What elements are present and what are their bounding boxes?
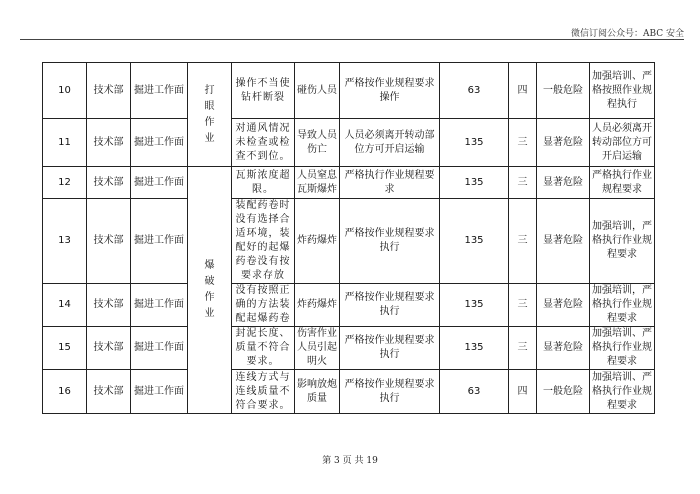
location-cell: 掘进工作面 [131, 167, 188, 199]
department-cell: 技术部 [87, 370, 131, 414]
risk-level-cell: 显著危险 [537, 327, 590, 370]
row-number: 16 [43, 370, 87, 414]
risk-grade-cell: 三 [509, 284, 537, 327]
risk-grade-cell: 三 [509, 327, 537, 370]
risk-score-cell: 63 [440, 370, 509, 414]
department-cell: 技术部 [87, 327, 131, 370]
risk-score-cell: 63 [440, 63, 509, 119]
table-row [43, 284, 655, 327]
control-cell: 加强培训，严格执行作业规程要求 [590, 284, 655, 327]
table-row [43, 327, 655, 370]
table-row [43, 167, 655, 199]
risk-level-cell: 显著危险 [537, 284, 590, 327]
publisher-label: 微信订阅公众号：ABC 安全 [570, 29, 684, 39]
risk-score-cell: 135 [440, 284, 509, 327]
risk-score-cell: 135 [440, 167, 509, 199]
hazard-cell: 瓦斯浓度超限。 [232, 167, 295, 199]
table-row [43, 119, 655, 167]
table-row [43, 63, 655, 119]
consequence-cell: 碰伤人员 [295, 63, 340, 119]
risk-grade-cell: 四 [509, 63, 537, 119]
hazard-cell: 操作不当使钻杆断裂 [232, 63, 295, 119]
location-cell: 掘进工作面 [131, 119, 188, 167]
measure-cell: 严格执行作业规程要求 [340, 167, 440, 199]
hazard-cell: 封泥长度、质量不符合要求。 [232, 327, 295, 370]
row-number: 13 [43, 199, 87, 284]
page-header [0, 0, 700, 40]
risk-score-cell: 135 [440, 327, 509, 370]
measure-cell: 严格按作业规程要求执行 [340, 370, 440, 414]
hazard-cell: 装配药卷时没有选择合适环境，装配好的起爆药卷没有按要求存放 [232, 199, 295, 284]
department-cell: 技术部 [87, 63, 131, 119]
risk-table [42, 62, 655, 414]
control-cell: 人员必须离开转动部位方可开启运输 [590, 119, 655, 167]
consequence-cell: 影响放炮质量 [295, 370, 340, 414]
hazard-cell: 没有按照正确的方法装配起爆药卷 [232, 284, 295, 327]
location-cell: 掘进工作面 [131, 327, 188, 370]
row-number: 10 [43, 63, 87, 119]
location-cell: 掘进工作面 [131, 370, 188, 414]
department-cell: 技术部 [87, 199, 131, 284]
measure-cell: 严格按作业规程要求执行 [340, 327, 440, 370]
row-number: 11 [43, 119, 87, 167]
consequence-cell: 炸药爆炸 [295, 284, 340, 327]
table-row [43, 370, 655, 414]
control-cell: 加强培训、严格按照作业规程执行 [590, 63, 655, 119]
risk-score-cell: 135 [440, 199, 509, 284]
location-cell: 掘进工作面 [131, 63, 188, 119]
department-cell: 技术部 [87, 284, 131, 327]
risk-grade-cell: 三 [509, 119, 537, 167]
department-cell: 技术部 [87, 167, 131, 199]
hazard-cell: 对通风情况未检查或检查不到位。 [232, 119, 295, 167]
consequence-cell: 导致人员伤亡 [295, 119, 340, 167]
location-cell: 掘进工作面 [131, 199, 188, 284]
risk-level-cell: 一般危险 [537, 63, 590, 119]
control-cell: 加强培训、严格执行作业规程要求 [590, 327, 655, 370]
department-cell: 技术部 [87, 119, 131, 167]
control-cell: 加强培训、严格执行作业规程要求 [590, 370, 655, 414]
risk-grade-cell: 四 [509, 370, 537, 414]
hazard-cell: 连线方式与连线质量不符合要求。 [232, 370, 295, 414]
location-cell: 掘进工作面 [131, 284, 188, 327]
table-row [43, 199, 655, 284]
row-number: 14 [43, 284, 87, 327]
risk-grade-cell: 三 [509, 199, 537, 284]
page-number: 第 3 页 共 19 [322, 456, 378, 466]
consequence-cell: 炸药爆炸 [295, 199, 340, 284]
control-cell: 加强培训，严格执行作业规程要求 [590, 199, 655, 284]
measure-cell: 严格按作业规程要求执行 [340, 284, 440, 327]
risk-level-cell: 显著危险 [537, 167, 590, 199]
risk-level-cell: 显著危险 [537, 199, 590, 284]
row-number: 15 [43, 327, 87, 370]
measure-cell: 严格按作业规程要求操作 [340, 63, 440, 119]
measure-cell: 严格按作业规程要求执行 [340, 199, 440, 284]
operation-label: 爆破作业 [204, 260, 215, 319]
operation-cell-blasting [188, 167, 232, 414]
operation-cell-drilling [188, 63, 232, 167]
risk-level-cell: 一般危险 [537, 370, 590, 414]
operation-label: 打眼作业 [204, 84, 215, 144]
control-cell: 严格执行作业规程要求 [590, 167, 655, 199]
consequence-cell: 人员窒息瓦斯爆炸 [295, 167, 340, 199]
consequence-cell: 伤害作业人员引起明火 [295, 327, 340, 370]
risk-grade-cell: 三 [509, 167, 537, 199]
risk-level-cell: 显著危险 [537, 119, 590, 167]
risk-score-cell: 135 [440, 119, 509, 167]
header-rule [20, 39, 684, 40]
row-number: 12 [43, 167, 87, 199]
measure-cell: 人员必须离开转动部位方可开启运输 [340, 119, 440, 167]
